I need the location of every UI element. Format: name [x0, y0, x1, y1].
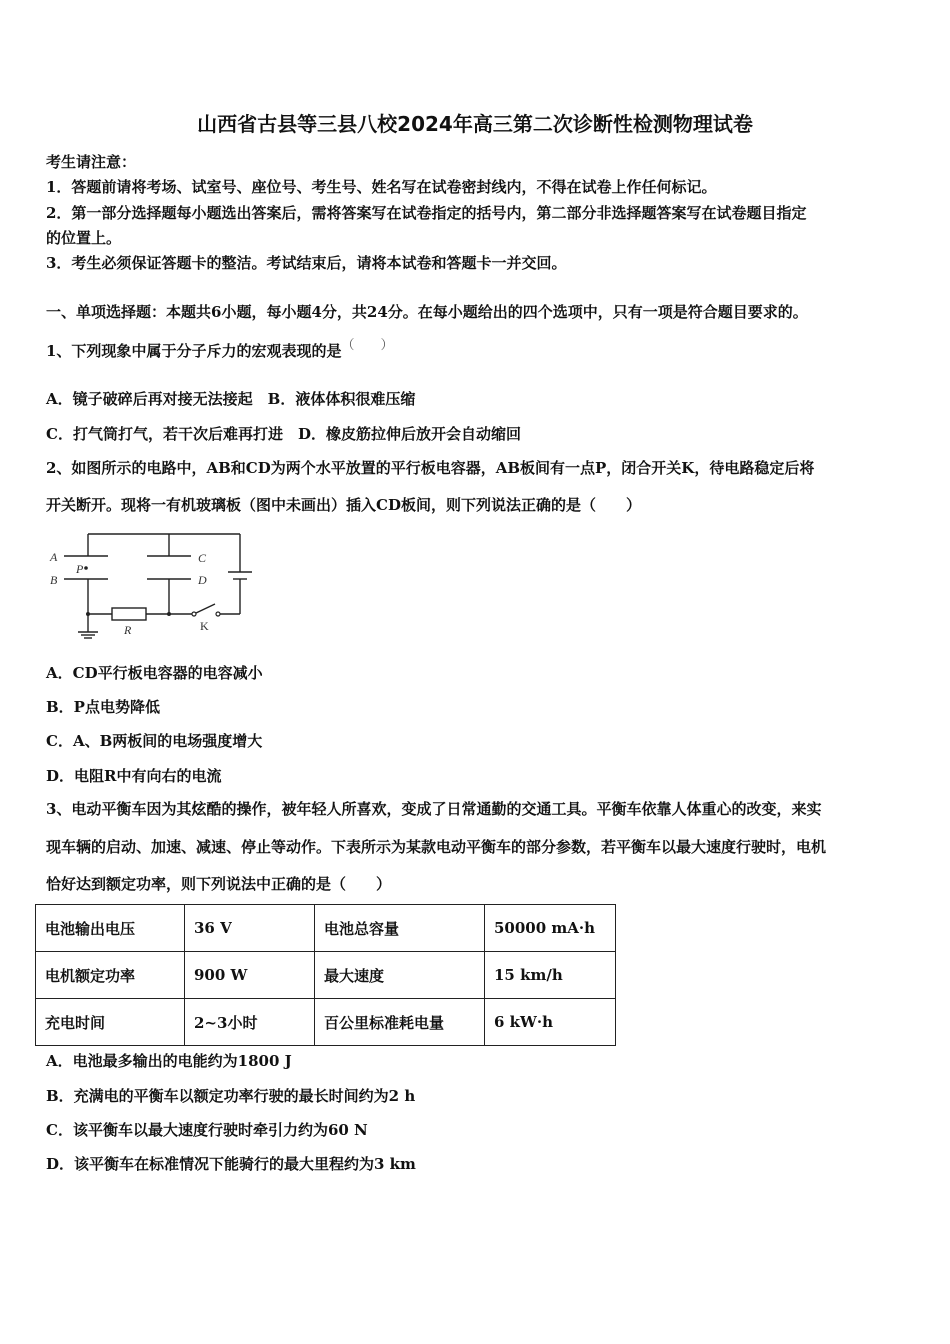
table-row [36, 999, 616, 1046]
label-b: B [50, 573, 58, 587]
table-cell: 2~3小时 [185, 999, 315, 1046]
switch-k [196, 604, 215, 613]
table-row [36, 905, 616, 952]
table-cell: 50000 mA·h [485, 905, 616, 952]
table-cell: 15 km/h [485, 952, 616, 999]
resistor-r [112, 608, 146, 620]
section-heading: 一、单项选择题：本题共6小题，每小题4分，共24分。在每小题给出的四个选项中，只有一项是符合题目要求的。 [46, 303, 808, 321]
table-cell: 电池总容量 [315, 905, 485, 952]
notice-item-3: 3．考生必须保证答题卡的整洁。考试结束后，请将本试卷和答题卡一并交回。 [46, 254, 567, 272]
q2-option-d: D．电阻R中有向右的电流 [46, 767, 222, 785]
table-cell: 百公里标准耗电量 [315, 999, 485, 1046]
q1-options-ab: A．镜子破碎后再对接无法接起 B．液体体积很难压缩 [46, 390, 416, 408]
q1-options-cd: C．打气筒打气，若干次后难再打进 D．橡皮筋拉伸后放开会自动缩回 [46, 425, 521, 443]
q1-answer-bracket: （ ） [341, 338, 394, 353]
q3-option-a: A．电池最多输出的电能约为1800 J [46, 1052, 292, 1070]
notice-item-1: 1．答题前请将考场、试室号、座位号、考生号、姓名写在试卷密封线内，不得在试卷上作任何标记。 [46, 178, 717, 196]
point-p-dot [84, 566, 88, 570]
q2-option-c: C．A、B两板间的电场强度增大 [46, 732, 263, 750]
label-r: R [124, 623, 132, 637]
table-cell: 6 kW·h [485, 999, 616, 1046]
q2-option-b: B．P点电势降低 [46, 698, 160, 716]
q3-option-d: D．该平衡车在标准情况下能骑行的最大里程约为3 km [46, 1155, 416, 1173]
table-cell: 充电时间 [36, 999, 185, 1046]
table-cell: 电池输出电压 [36, 905, 185, 952]
q2-stem-line-1: 2、如图所示的电路中，AB和CD为两个水平放置的平行板电容器，AB板间有一点P，闭合开关K，待电路稳定后将 [46, 459, 815, 477]
q3-stem-line-3: 恰好达到额定功率，则下列说法中正确的是（ ） [46, 875, 392, 893]
notice-item-2-cont: 的位置上。 [46, 229, 122, 247]
q3-stem-line-2: 现车辆的启动、加速、减速、停止等动作。下表所示为某款电动平衡车的部分参数，若平衡车以最大速度行驶时，电机 [46, 838, 827, 856]
label-a: A [50, 550, 58, 564]
notice-heading: 考生请注意： [46, 153, 137, 171]
table-cell: 电机额定功率 [36, 952, 185, 999]
q3-stem-line-1: 3、电动平衡车因为其炫酷的操作，被年轻人所喜欢，变成了日常通勤的交通工具。平衡车依靠人体重心的改变，来实 [46, 800, 822, 818]
label-d: D [198, 573, 207, 587]
label-p: P [76, 562, 84, 576]
q2-stem-line-2: 开关断开。现将一有机玻璃板（图中未画出）插入CD板间，则下列说法正确的是（ ） [46, 496, 641, 514]
table-cell: 最大速度 [315, 952, 485, 999]
table-row [36, 952, 616, 999]
notice-item-2: 2．第一部分选择题每小题选出答案后，需将答案写在试卷指定的括号内，第二部分非选择题答案写在试卷题目指定 [46, 204, 807, 222]
q3-option-c: C．该平衡车以最大速度行驶时牵引力约为60 N [46, 1121, 368, 1139]
circuit-diagram [44, 526, 254, 644]
q2-option-a: A．CD平行板电容器的电容减小 [46, 664, 263, 682]
label-c: C [198, 551, 207, 565]
page-title: 山西省古县等三县八校2024年高三第二次诊断性检测物理试卷 [197, 112, 753, 136]
table-cell: 900 W [185, 952, 315, 999]
q1-stem [46, 338, 394, 363]
q1-stem-text: 1、下列现象中属于分子斥力的宏观表现的是 [46, 342, 342, 360]
label-k: K [200, 619, 209, 633]
q3-option-b: B．充满电的平衡车以额定功率行驶的最长时间约为2 h [46, 1087, 416, 1105]
parameter-table [35, 904, 616, 1046]
table-cell: 36 V [185, 905, 315, 952]
